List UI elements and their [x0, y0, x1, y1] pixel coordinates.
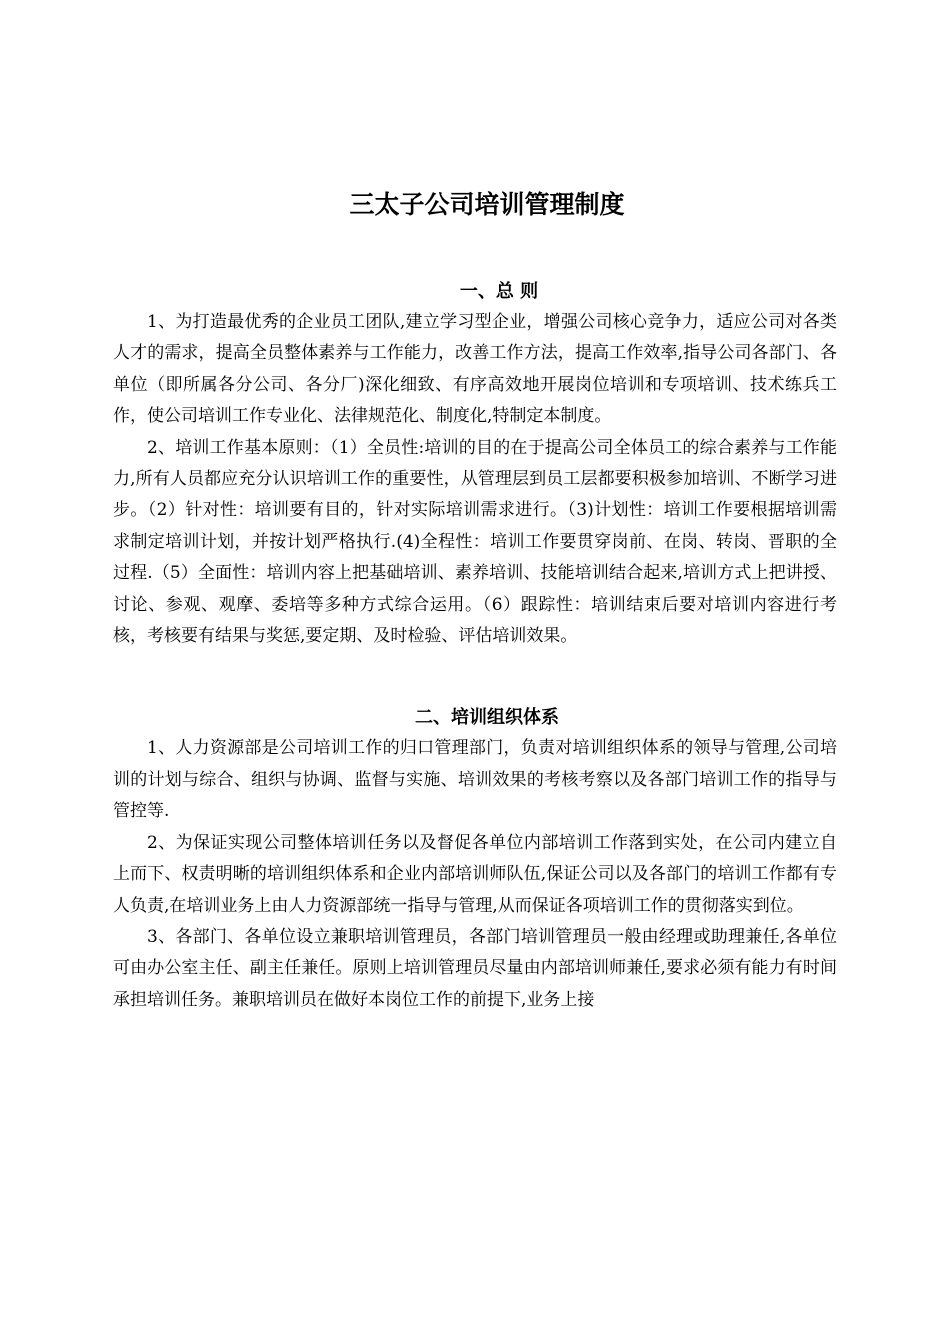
document-title: 三太子公司培训管理制度: [349, 190, 625, 219]
document-body: [113, 188, 837, 1016]
paragraph: 2、培训工作基本原则：（1）全员性:培训的目的在于提高公司全体员工的综合素养与工作能力,所有人员都应充分认识培训工作的重要性，从管理层到员工层都要积极参加培训、不断学习进步。（2）针对性：培训要有目的，针对实际培训需求进行。（3)计划性：培训工作要根据培训需求制定培训计划，并按计划严格执行.(4)全程性：培训工作要贯穿岗前、在岗、转岗、晋职的全过程.（5）全面性：培训内容上把基础培训、素养培训、技能培训结合起来,培训方式上把讲授、讨论、参观、观摩、委培等多种方式综合运用。（6）跟踪性：培训结束后要对培训内容进行考核，考核要有结果与奖惩,要定期、及时检验、评估培训效果。: [113, 437, 837, 647]
section-general: [113, 307, 837, 652]
paragraph: 2、为保证实现公司整体培训任务以及督促各单位内部培训工作落到实处，在公司内建立自上而下、权责明晰的培训组织体系和企业内部培训师队伍,保证公司以及各部门的培训工作都有专人负责,在培训业务上由人力资源部统一指导与管理,从而保证各项培训工作的贯彻落实到位。: [113, 832, 837, 916]
section-heading-general: 一、总 则: [459, 281, 539, 302]
paragraph: 1、为打造最优秀的企业员工团队,建立学习型企业，增强公司核心竞争力，适应公司对各类人才的需求，提高全员整体素养与工作能力，改善工作方法，提高工作效率,指导公司各部门、各单位（即所属各分公司、各分厂)深化细致、有序高效地开展岗位培训和专项培训、技术练兵工作，使公司培训工作专业化、法律规范化、制度化,特制定本制度。: [113, 312, 837, 427]
paragraph: 3、各部门、各单位设立兼职培训管理员，各部门培训管理员一般由经理或助理兼任,各单位可由办公室主任、副主任兼任。原则上培训管理员尽量由内部培训师兼任,要求必须有能力有时间承担培训任务。兼职培训员在做好本岗位工作的前提下,业务上接: [113, 926, 837, 1010]
section-organization: [113, 733, 837, 1016]
paragraph: 1、人力资源部是公司培训工作的归口管理部门，负责对培训组织体系的领导与管理,公司培训的计划与综合、组织与协调、监督与实施、培训效果的考核考察以及各部门培训工作的指导与管控等.: [113, 738, 837, 822]
section-heading-organization: 二、培训组织体系: [415, 707, 559, 729]
